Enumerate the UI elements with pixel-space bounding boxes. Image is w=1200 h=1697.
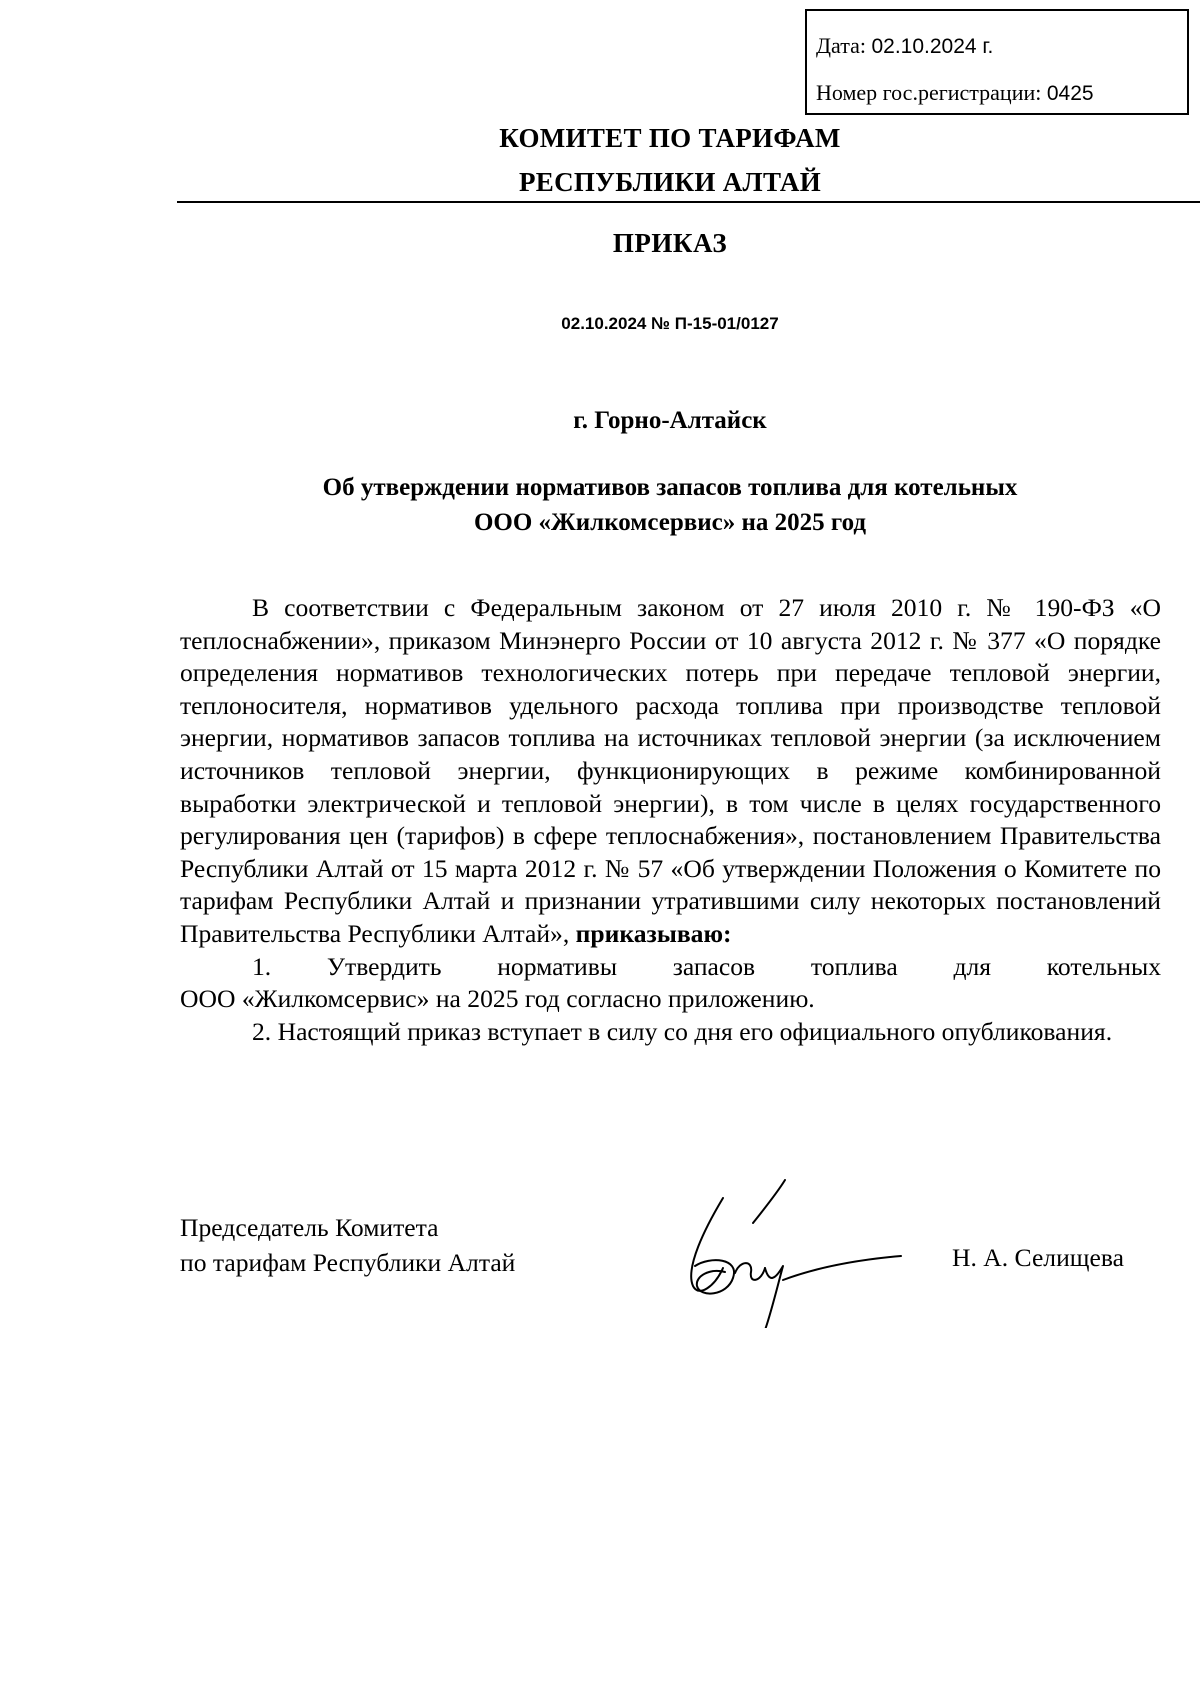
order-item-2: 2. Настоящий приказ вступает в силу со дня его официального опубликования. bbox=[252, 1016, 1113, 1046]
header-divider bbox=[177, 201, 1200, 203]
organization-name-line1: КОМИТЕТ ПО ТАРИФАМ bbox=[499, 123, 841, 153]
signatory-position-line1: Председатель Комитета bbox=[180, 1213, 439, 1242]
registration-date bbox=[816, 33, 993, 59]
order-word: приказываю: bbox=[575, 918, 732, 948]
document-body bbox=[180, 592, 1161, 1048]
registration-number bbox=[816, 80, 1094, 106]
document-type: ПРИКАЗ bbox=[612, 228, 728, 258]
document-number: 02.10.2024 № П-15-01/0127 bbox=[561, 314, 779, 333]
order-item-1-line1: 1. Утвердить нормативы запасов топлива для котельных bbox=[252, 951, 1161, 981]
registration-date-value: 02.10.2024 г. bbox=[871, 35, 994, 58]
preamble-paragraph bbox=[180, 592, 1161, 951]
signatory-position bbox=[180, 1210, 515, 1280]
order-item-1-line2: ООО «Жилкомсервис» на 2025 год согласно приложению. bbox=[180, 984, 815, 1014]
registration-stamp bbox=[805, 9, 1189, 115]
handwritten-signature bbox=[665, 1168, 905, 1328]
registration-number-value: 0425 bbox=[1046, 82, 1094, 105]
document-subject bbox=[0, 470, 1200, 540]
subject-line1: Об утверждении нормативов запасов топлива для котельных bbox=[322, 474, 1018, 501]
organization-name-line2: РЕСПУБЛИКИ АЛТАЙ bbox=[518, 167, 822, 197]
signatory-name: Н. А. Селищева bbox=[952, 1243, 1124, 1272]
subject-line2: ООО «Жилкомсервис» на 2025 год bbox=[473, 509, 867, 536]
signatory-position-line2: по тарифам Республики Алтай bbox=[180, 1248, 516, 1277]
city: г. Горно-Алтайск bbox=[573, 407, 767, 434]
preamble-text: В соответствии с Федеральным законом от 27 июля 2010 г. № 190-ФЗ «О теплоснабжении», приказом Минэнерго России от 10 августа 2012 г. № 377 «О порядке определения нормативов технологических потерь при передаче тепловой энергии, теплоносителя, нормативов удельного расхода топлива при производстве тепловой энергии, нормативов запасов топлива на источниках тепловой энергии (за исключением источников тепловой энергии, функционирующих в режиме комбинированной выработки электрической и тепловой энергии), в том числе в целях государственного регулирования цен (тарифов) в сфере теплоснабжения», постановлением Правительства Республики Алтай от 15 марта 2012 г. № 57 «Об утверждении Положения о Комитете по тарифам Республики Алтай и признании утратившими силу некоторых постановлений Правительства Республики Алтай», bbox=[180, 593, 1161, 948]
registration-date-label: Дата: bbox=[816, 33, 866, 58]
registration-number-label: Номер гос.регистрации: bbox=[816, 80, 1042, 105]
